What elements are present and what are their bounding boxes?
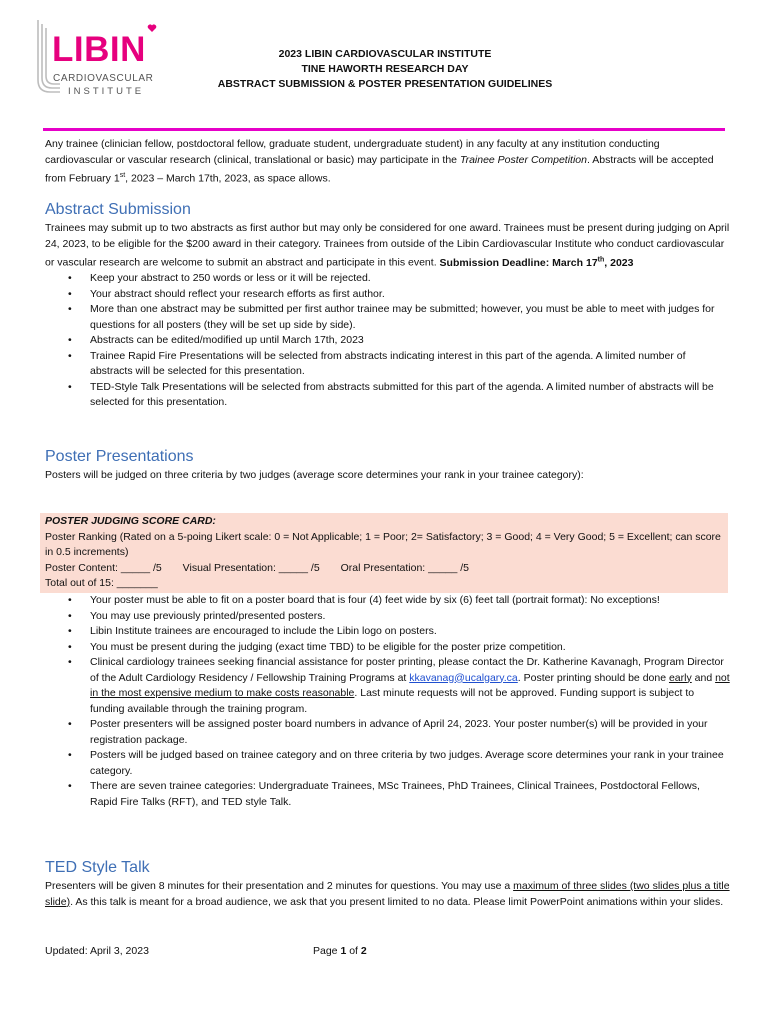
libin-logo [30, 18, 160, 100]
score-oral-presentation: Oral Presentation: _____ /5 [340, 561, 470, 574]
intro-emphasis: Trainee Poster Competition [459, 153, 587, 166]
abstract-heading: Abstract Submission [45, 201, 191, 218]
list-item: • Posters will be judged based on trainee category and on three criteria by two judges. Average score determines your rank in your trainee category. [45, 748, 730, 779]
intro-paragraph [45, 137, 730, 187]
score-card-ranking: Poster Ranking (Rated on a 5-poing Likert scale: 0 = Not Applicable; 1 = Poor; 2= Satisfactory; 3 = Good; 4 = Very Good; 5 = Excellent; can score in 0.5 increments) [45, 530, 721, 558]
list-item: • You may use previously printed/presented posters. [45, 609, 730, 625]
footer-page-number: Page 1 of 2 [313, 945, 367, 957]
poster-bullets-section [45, 593, 730, 810]
score-poster-content: Poster Content: _____ /5 [45, 561, 162, 574]
list-item: • Poster presenters will be assigned poster board numbers in advance of April 24, 2023. Your poster number(s) will be provided in your registration package. [45, 717, 730, 748]
logo-subtitle-cardiovascular: CARDIOVASCULAR [53, 73, 154, 84]
header-divider [43, 128, 725, 131]
abstract-bullets [45, 271, 730, 411]
intro-text-c: , 2023 – March 17th, 2023, as space allows. [125, 172, 331, 185]
list-item: • There are seven trainee categories: Undergraduate Trainees, MSc Trainees, PhD Trainees, Clinical Trainees, Postdoctoral Fellows, Rapid Fire Talks (RFT), and TED style Talk. [45, 779, 730, 810]
list-item: • Libin Institute trainees are encouraged to include the Libin logo on posters. [45, 624, 730, 640]
document-header [175, 47, 595, 92]
abstract-text: Trainees may submit up to two abstracts as first author but may only be considered for one award. Trainees must be present during judging on April 24, 2023, to be eligible for the $200 award in their category. Trainees from outside of the Libin Cardiovascular Institute who conduct cardiovascular or vascular research are welcome to submit an abstract and participate in this event. [45, 222, 730, 269]
footer-updated: Updated: April 3, 2023 [45, 945, 149, 957]
list-item: • Abstracts can be edited/modified up until March 17th, 2023 [45, 333, 730, 349]
score-card-title: POSTER JUDGING SCORE CARD: [45, 515, 216, 527]
list-item: • Clinical cardiology trainees seeking financial assistance for poster printing, please contact the Dr. Katherine Kavanagh, Program Director of the Adult Cardiology Residency / Fellowship Training Programs at kkavanag@ucalgary.ca. Poster printing should be done early and not in the most expensive medium to make costs reasonable. Last minute requests will not be approved. Funding support is subject to funding available through the training program. [45, 655, 730, 717]
logo-wordmark: LIBIN [52, 30, 146, 69]
ted-paragraph: Presenters will be given 8 minutes for their presentation and 2 minutes for questions. You may use a maximum of three slides (two slides plus a title slide). As this talk is meant for a broad audience, we ask that you present limited to no data. Please limit PowerPoint animations within your slides. [45, 880, 730, 908]
list-item: • Trainee Rapid Fire Presentations will be selected from abstracts indicating interest in this part of the agenda. A limited number of abstracts will be selected for this presentation. [45, 349, 730, 380]
list-item: • More than one abstract may be submitted per first author trainee may be submitted; however, you must be able to meet with judges for questions for all posters (they will be set up side by side). [45, 302, 730, 333]
poster-heading: Poster Presentations [45, 448, 194, 465]
poster-intro: Posters will be judged on three criteria by two judges (average score determines your rank in your trainee category): [45, 469, 584, 481]
abstract-section [45, 221, 730, 411]
score-card-content [45, 514, 730, 592]
score-visual-presentation: Visual Presentation: _____ /5 [182, 561, 320, 574]
score-total: Total out of 15: _______ [45, 577, 158, 589]
intro-text-a: Any trainee (clinician fellow, postdoctoral fellow, graduate student, undergraduate student) in any faculty at any institution conducting cardiovascular or vascular research (clinical, translational or basic) may participate in the [45, 138, 660, 166]
abstract-deadline: Submission Deadline: March 17th, 2023 [439, 256, 634, 269]
list-item: • TED-Style Talk Presentations will be selected from abstracts submitted for this part of the agenda. A limited number of abstracts will be selected for this presentation. [45, 380, 730, 411]
list-item: • Your poster must be able to fit on a poster board that is four (4) feet wide by six (6) feet tall (portrait format): No exceptions! [45, 593, 730, 609]
intro-superscript: st [119, 172, 126, 179]
header-line-1: 2023 LIBIN CARDIOVASCULAR INSTITUTE [278, 48, 492, 60]
list-item: • Keep your abstract to 250 words or less or it will be rejected. [45, 271, 730, 287]
score-card-fields [45, 561, 730, 577]
logo-subtitle-institute: INSTITUTE [68, 86, 145, 97]
list-item: • You must be present during the judging (exact time TBD) to be eligible for the poster prize competition. [45, 640, 730, 656]
email-link[interactable]: kkavanag@ucalgary.ca [409, 671, 518, 684]
abstract-paragraph [45, 221, 730, 271]
list-item: • Your abstract should reflect your research efforts as first author. [45, 287, 730, 303]
header-line-3: ABSTRACT SUBMISSION & POSTER PRESENTATION GUIDELINES [217, 78, 553, 90]
poster-bullets [45, 593, 730, 810]
header-line-2: TINE HAWORTH RESEARCH DAY [301, 63, 469, 75]
ted-heading: TED Style Talk [45, 859, 150, 876]
intro-text-b: . Abstracts will be accepted from February 1 [45, 153, 714, 185]
